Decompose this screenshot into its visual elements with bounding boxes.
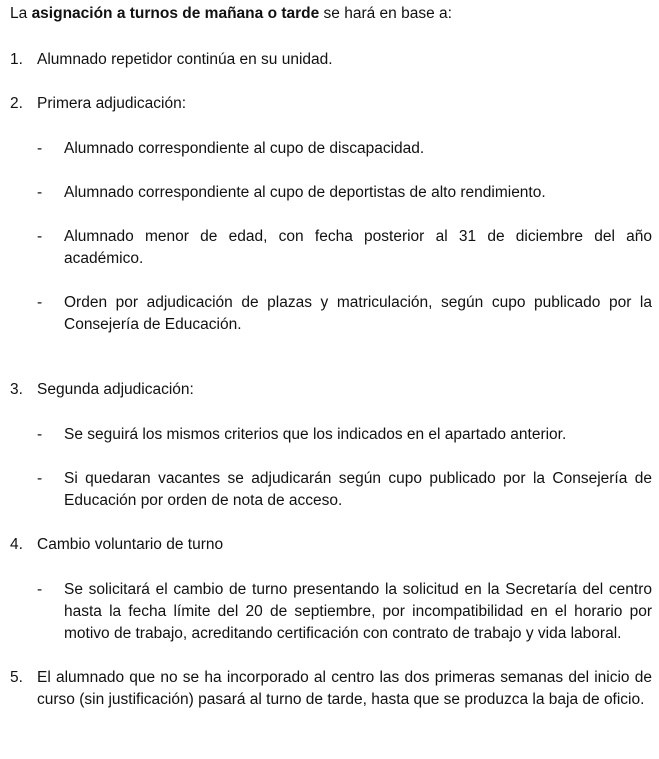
numbered-item-4: [10, 534, 652, 556]
item-number: 5.: [10, 669, 23, 686]
numbered-item-5: [10, 667, 652, 711]
item-text: Segunda adjudicación:: [37, 381, 194, 398]
sub-item: [37, 579, 652, 645]
item-text: Cambio voluntario de turno: [37, 536, 224, 553]
dash-marker: -: [37, 184, 43, 201]
intro-bold: asignación a turnos de mañana o tarde: [31, 5, 320, 22]
dash-marker: -: [37, 294, 43, 311]
item-text: Primera adjudicación:: [37, 95, 187, 112]
sub-item: [37, 182, 652, 204]
sub-item: [37, 292, 652, 336]
item-text: El alumnado que no se ha incorporado al centro las dos primeras semanas del inicio de curso (sin justificación) pasará al turno de tarde, hasta que se produzca la baja de oficio.: [37, 669, 652, 708]
document: [10, 3, 652, 711]
sub-item-text: Alumnado correspondiente al cupo de discapacidad.: [64, 140, 425, 157]
item-number: 2.: [10, 95, 23, 112]
sub-item: [37, 226, 652, 270]
item-number: 1.: [10, 51, 23, 68]
dash-marker: -: [37, 581, 43, 598]
item-number: 3.: [10, 381, 23, 398]
numbered-item-1: [10, 49, 652, 71]
item-text: Alumnado repetidor continúa en su unidad.: [37, 51, 333, 68]
numbered-item-2: [10, 93, 652, 115]
sub-item-text: Alumnado correspondiente al cupo de deportistas de alto rendimiento.: [64, 184, 546, 201]
item-number: 4.: [10, 536, 23, 553]
numbered-item-3: [10, 379, 652, 401]
sub-item-text: Se solicitará el cambio de turno presentando la solicitud en la Secretaría del centro hasta la fecha límite del 20 de septiembre, por incompatibilidad en el horario por motivo de trabajo, acreditando certificación con contrato de trabajo y vida laboral.: [64, 581, 652, 642]
sub-item-text: Orden por adjudicación de plazas y matriculación, según cupo publicado por la Consejería de Educación.: [64, 294, 652, 333]
sub-item-text: Se seguirá los mismos criterios que los indicados en el apartado anterior.: [64, 426, 567, 443]
sub-item: [37, 468, 652, 512]
sub-item: [37, 138, 652, 160]
dash-marker: -: [37, 140, 43, 157]
dash-marker: -: [37, 470, 43, 487]
intro-paragraph: [10, 3, 652, 25]
sub-item: [37, 424, 652, 446]
sub-item-text: Si quedaran vacantes se adjudicarán según cupo publicado por la Consejería de Educación por orden de nota de acceso.: [64, 470, 652, 509]
intro-suffix: se hará en base a:: [319, 5, 452, 22]
intro-prefix: La: [10, 5, 32, 22]
dash-marker: -: [37, 426, 43, 443]
dash-marker: -: [37, 228, 43, 245]
sub-item-text: Alumnado menor de edad, con fecha posterior al 31 de diciembre del año académico.: [64, 228, 652, 267]
